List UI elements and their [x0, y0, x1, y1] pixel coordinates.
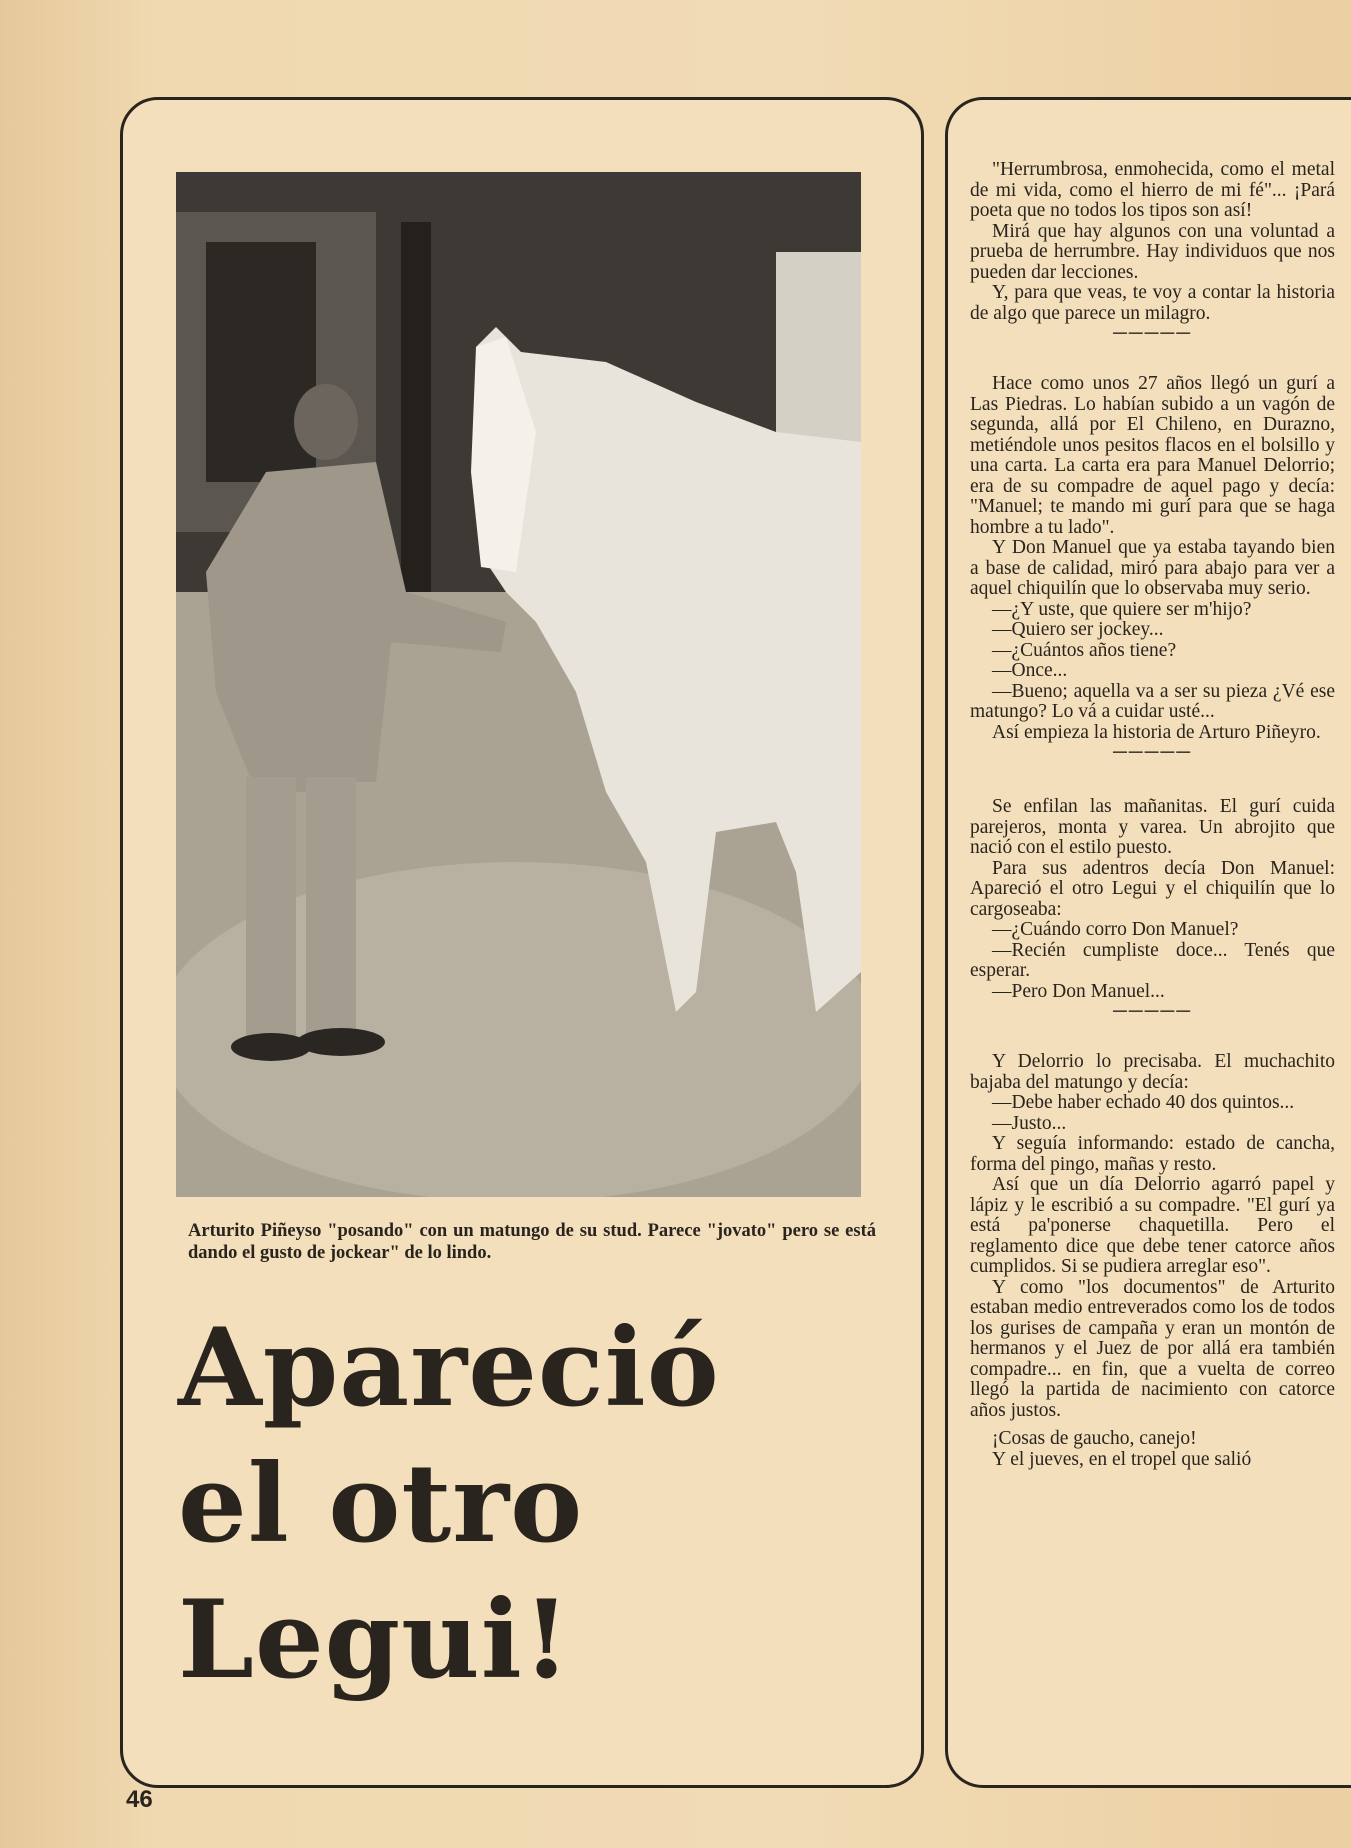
page-number: 46 [126, 1786, 153, 1813]
article-paragraph: Para sus adentros decía Don Manuel: Apareció el otro Legui y el chiquilín que lo cargoseaba: [970, 857, 1335, 920]
article-paragraph: ¡Cosas de gaucho, canejo! [992, 1428, 1197, 1449]
article-paragraph: Y Don Manuel que ya estaba tayando bien a base de calidad, miró para abajo para ver a aquel chiquilín que lo observaba muy serio. [970, 537, 1335, 599]
dialogue-line: —¿Cuántos años tiene? [992, 639, 1177, 661]
section-separator: ───── [1112, 1001, 1193, 1022]
dialogue-line: —¿Cuándo corro Don Manuel? [992, 919, 1239, 940]
article-paragraph: Así empieza la historia de Arturo Piñeyro. [992, 721, 1321, 743]
photo-caption: Arturito Piñeyso "posando" con un matungo de su stud. Parece "jovato" pero se está dando el gusto de jockear" de lo lindo. [188, 1221, 876, 1263]
headline-line-1: Apareció [178, 1305, 720, 1431]
article-paragraph: Y seguía informando: estado de cancha, forma del pingo, mañas y resto. [970, 1133, 1335, 1175]
dialogue-line: —Justo... [992, 1112, 1067, 1134]
article-paragraph: Y, para que veas, te voy a contar la historia de algo que parece un milagro. [970, 282, 1335, 324]
dialogue-line: —¿Y uste, que quiere ser m'hijo? [992, 598, 1252, 620]
dialogue-line: —Recién cumpliste doce... Tenés que esperar. [970, 939, 1335, 981]
article-paragraph: Hace como unos 27 años llegó un gurí a Las Piedras. Lo habían subido a un vagón de segunda, allá por El Chileno, en Durazno, metiéndole unos pesitos flacos en el bolsillo y una carta. La carta era para Manuel Delorrio; era de su compadre de aquel pago y decía: "Manuel; te mando mi gurí para que se haga hombre a tu lado". [970, 373, 1335, 538]
headline [178, 1300, 898, 1708]
article-paragraph: Así que un día Delorrio agarró papel y lápiz y le escribió a su compadre. "El gurí ya está pa'ponerse chaquetilla. Pero el reglamento dice que debe tener catorce años cumplidos. Si se pudiera arreglar eso". [970, 1174, 1335, 1277]
headline-line-3: Legui! [178, 1577, 572, 1703]
dialogue-line: —Debe haber echado 40 dos quintos... [992, 1092, 1295, 1113]
headline-line-2: el otro [178, 1441, 584, 1567]
dialogue-line: —Pero Don Manuel... [992, 980, 1165, 1002]
dialogue-line: —Once... [992, 660, 1068, 681]
article-paragraph: Se enfilan las mañanitas. El gurí cuida parejeros, monta y varea. Un abrojito que nació con el estilo puesto. [970, 796, 1335, 858]
dialogue-line: —Quiero ser jockey... [992, 619, 1164, 640]
section-separator: ───── [1112, 323, 1193, 344]
article-paragraph: Y como "los documentos" de Arturito estaban medio entreverados como los de todos los gurises de campaña y eran un montón de hermanos y el Juez de por allá era también compadre... en fin, que a vuelta de correo llegó la partida de nacimiento con catorce años justos. [970, 1276, 1335, 1421]
dialogue-line: —Bueno; aquella va a ser su pieza ¿Vé ese matungo? Lo vá a cuidar usté... [970, 680, 1335, 722]
article-paragraph: Y el jueves, en el tropel que salió [992, 1448, 1252, 1470]
section-separator: ───── [1112, 742, 1193, 763]
horse-photo [176, 172, 861, 1197]
article-paragraph: Y Delorrio lo precisaba. El muchachito bajaba del matungo y decía: [970, 1051, 1335, 1093]
article-column [970, 160, 1335, 1470]
photo-illustration [176, 172, 861, 1197]
article-paragraph: "Herrumbrosa, enmohecida, como el metal de mi vida, como el hierro de mi fé"... ¡Pará poeta que no todos los tipos son así! [970, 159, 1335, 221]
article-paragraph: Mirá que hay algunos con una voluntad a prueba de herrumbre. Hay individuos que nos pueden dar lecciones. [970, 220, 1335, 283]
